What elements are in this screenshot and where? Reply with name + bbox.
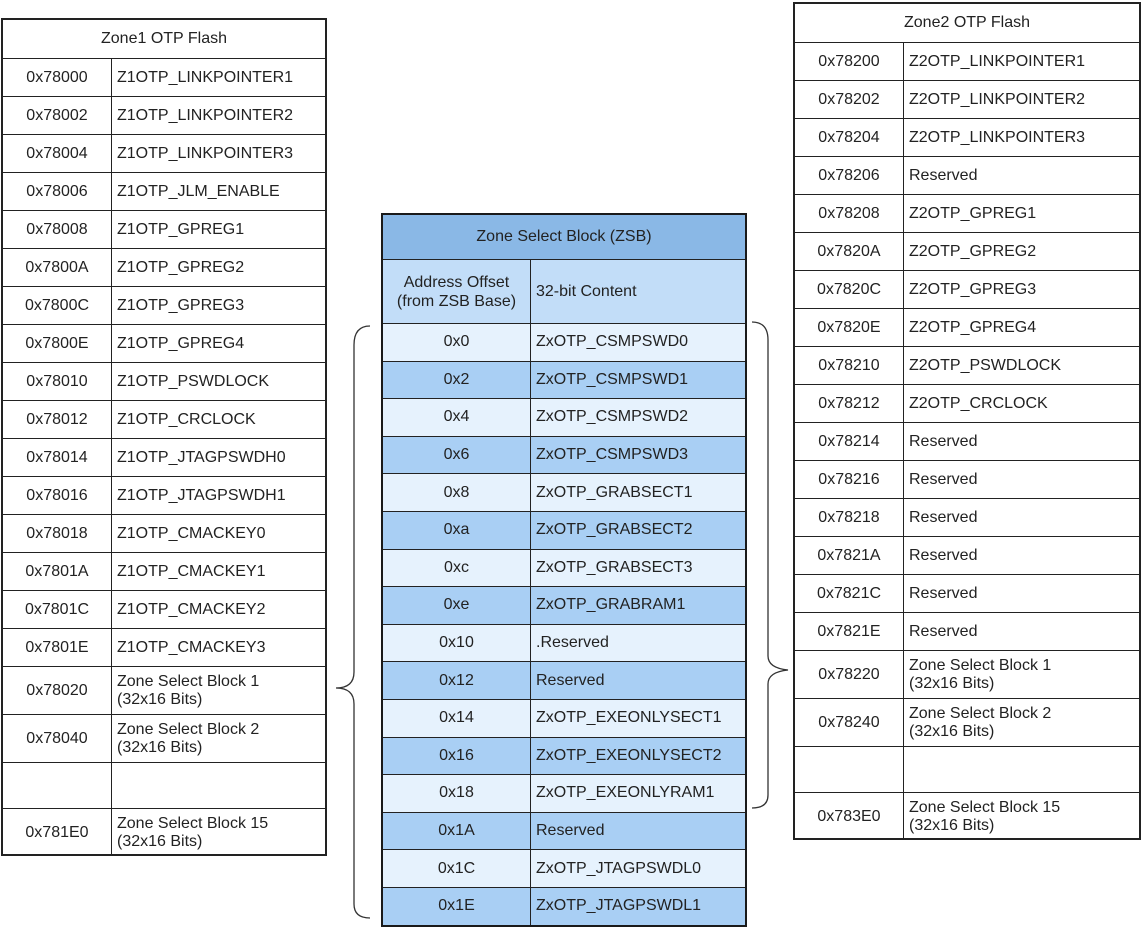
address-cell: 0x78212 [795, 385, 904, 422]
content-cell: ZxOTP_EXEONLYRAM1 [536, 784, 715, 802]
address-cell: 0x78016 [3, 477, 112, 514]
offset-cell: 0x0 [383, 324, 531, 361]
content-cell: Reserved [536, 822, 605, 840]
address-cell: 0x7821E [795, 613, 904, 650]
register-name-cell: Z1OTP_LINKPOINTER2 [117, 106, 294, 124]
address-cell: 0x7820C [795, 271, 904, 308]
register-name-cell: Z2OTP_LINKPOINTER3 [909, 128, 1086, 146]
address-cell: 0x78000 [3, 59, 112, 96]
address-cell: 0x78006 [3, 173, 112, 210]
address-cell: 0x78014 [3, 439, 112, 476]
register-name-cell: Z1OTP_LINKPOINTER1 [117, 68, 294, 86]
address-offset-header: Address Offset (from ZSB Base) [383, 260, 531, 323]
register-name-cell: Z2OTP_CRCLOCK [909, 394, 1048, 412]
offset-cell: 0xa [383, 512, 531, 549]
address-cell: 0x78216 [795, 461, 904, 498]
offset-cell: 0x2 [383, 362, 531, 399]
content-cell: ZxOTP_CSMPSWD2 [536, 408, 689, 426]
address-cell: 0x78012 [3, 401, 112, 438]
table-title: Zone1 OTP Flash [101, 30, 227, 47]
register-name-cell: Zone Select Block 2 (32x16 Bits) [117, 720, 260, 756]
content-cell: ZxOTP_GRABRAM1 [536, 596, 686, 614]
offset-cell: 0x10 [383, 625, 531, 662]
content-cell: ZxOTP_GRABSECT2 [536, 521, 693, 539]
content-cell: ZxOTP_EXEONLYSECT1 [536, 709, 722, 727]
offset-cell: 0x14 [383, 700, 531, 737]
register-name-cell: Z1OTP_GPREG1 [117, 220, 245, 238]
content-cell: ZxOTP_GRABSECT1 [536, 483, 693, 501]
address-cell: 0x78220 [795, 651, 904, 698]
register-name-cell: Reserved [909, 470, 978, 488]
register-name-cell: Z2OTP_PSWDLOCK [909, 356, 1062, 374]
address-cell: 0x7800E [3, 325, 112, 362]
address-cell: 0x78004 [3, 135, 112, 172]
address-cell: 0x7800C [3, 287, 112, 324]
register-name-cell: Z1OTP_JLM_ENABLE [117, 182, 280, 200]
address-cell: 0x78204 [795, 119, 904, 156]
address-cell: 0x78002 [3, 97, 112, 134]
address-cell: 0x7801E [3, 629, 112, 666]
register-name-cell: Z1OTP_GPREG4 [117, 334, 245, 352]
address-cell: 0x78208 [795, 195, 904, 232]
register-name-cell: Reserved [909, 432, 978, 450]
content-cell: ZxOTP_CSMPSWD1 [536, 370, 689, 388]
address-cell: 0x78202 [795, 81, 904, 118]
zsb-title: Zone Select Block (ZSB) [476, 228, 652, 245]
offset-cell: 0x16 [383, 738, 531, 775]
address-cell: 0x78210 [795, 347, 904, 384]
offset-cell: 0x4 [383, 399, 531, 436]
register-name-cell: Reserved [909, 546, 978, 564]
register-name-cell: Zone Select Block 15 (32x16 Bits) [117, 814, 269, 850]
offset-cell: 0x18 [383, 775, 531, 812]
register-name-cell: Z2OTP_LINKPOINTER2 [909, 90, 1086, 108]
address-cell: 0x783E0 [795, 793, 904, 840]
register-name-cell: Z1OTP_JTAGPSWDH0 [117, 448, 286, 466]
register-name-cell: Z2OTP_GPREG4 [909, 318, 1037, 336]
register-name-cell: Z1OTP_JTAGPSWDH1 [117, 486, 286, 504]
register-name-cell: Z1OTP_CRCLOCK [117, 410, 256, 428]
register-name-cell: Z2OTP_LINKPOINTER1 [909, 52, 1086, 70]
offset-cell: 0xc [383, 550, 531, 587]
register-name-cell: Z1OTP_PSWDLOCK [117, 372, 270, 390]
register-name-cell: Z2OTP_GPREG1 [909, 204, 1037, 222]
register-name-cell: Zone Select Block 1 (32x16 Bits) [117, 672, 260, 708]
register-name-cell: Reserved [909, 166, 978, 184]
register-name-cell: Reserved [909, 622, 978, 640]
right-brace [752, 322, 788, 808]
offset-cell: 0x8 [383, 474, 531, 511]
content-cell: .Reserved [536, 634, 609, 652]
register-name-cell: Z1OTP_CMACKEY3 [117, 638, 266, 656]
offset-cell: 0x12 [383, 662, 531, 699]
content-cell: ZxOTP_EXEONLYSECT2 [536, 746, 722, 764]
register-name-cell: Z1OTP_CMACKEY0 [117, 524, 266, 542]
register-name-cell: Z2OTP_GPREG3 [909, 280, 1037, 298]
register-name-cell: Reserved [909, 584, 978, 602]
content-cell: Reserved [536, 671, 605, 689]
table-title: Zone2 OTP Flash [904, 14, 1030, 31]
address-cell: 0x78010 [3, 363, 112, 400]
content-cell: ZxOTP_JTAGPSWDL1 [536, 897, 702, 915]
left-brace [336, 326, 370, 918]
content-cell: ZxOTP_JTAGPSWDL0 [536, 859, 702, 877]
register-name-cell: Zone Select Block 2 (32x16 Bits) [909, 704, 1052, 740]
register-name-cell: Zone Select Block 15 (32x16 Bits) [909, 798, 1061, 834]
address-cell: 0x7801C [3, 591, 112, 628]
address-cell: 0x78008 [3, 211, 112, 248]
register-name-cell: Z1OTP_CMACKEY2 [117, 600, 266, 618]
offset-cell: 0x1C [383, 850, 531, 887]
address-cell: 0x7820A [795, 233, 904, 270]
register-name-cell: Reserved [909, 508, 978, 526]
content-cell: ZxOTP_CSMPSWD3 [536, 446, 689, 464]
address-cell: 0x7820E [795, 309, 904, 346]
address-cell: 0x78218 [795, 499, 904, 536]
register-name-cell: Z2OTP_GPREG2 [909, 242, 1037, 260]
address-cell: 0x78040 [3, 715, 112, 762]
offset-cell: 0xe [383, 587, 531, 624]
address-cell: 0x7821C [795, 575, 904, 612]
register-name-cell: Z1OTP_LINKPOINTER3 [117, 144, 294, 162]
offset-cell: 0x1E [383, 888, 531, 925]
offset-cell: 0x6 [383, 437, 531, 474]
address-cell: 0x78214 [795, 423, 904, 460]
content-cell: ZxOTP_CSMPSWD0 [536, 333, 689, 351]
register-name-cell: Zone Select Block 1 (32x16 Bits) [909, 656, 1052, 692]
content-header: 32-bit Content [536, 282, 637, 300]
register-name-cell: Z1OTP_GPREG2 [117, 258, 245, 276]
register-name-cell: Z1OTP_GPREG3 [117, 296, 245, 314]
offset-cell: 0x1A [383, 813, 531, 850]
address-cell: 0x781E0 [3, 809, 112, 856]
address-cell: 0x7821A [795, 537, 904, 574]
address-cell: 0x78200 [795, 43, 904, 80]
address-cell: 0x78206 [795, 157, 904, 194]
register-name-cell: Z1OTP_CMACKEY1 [117, 562, 266, 580]
address-cell: 0x78020 [3, 667, 112, 714]
address-cell: 0x78240 [795, 699, 904, 746]
content-cell: ZxOTP_GRABSECT3 [536, 558, 693, 576]
address-cell: 0x7800A [3, 249, 112, 286]
address-cell: 0x7801A [3, 553, 112, 590]
address-cell: 0x78018 [3, 515, 112, 552]
